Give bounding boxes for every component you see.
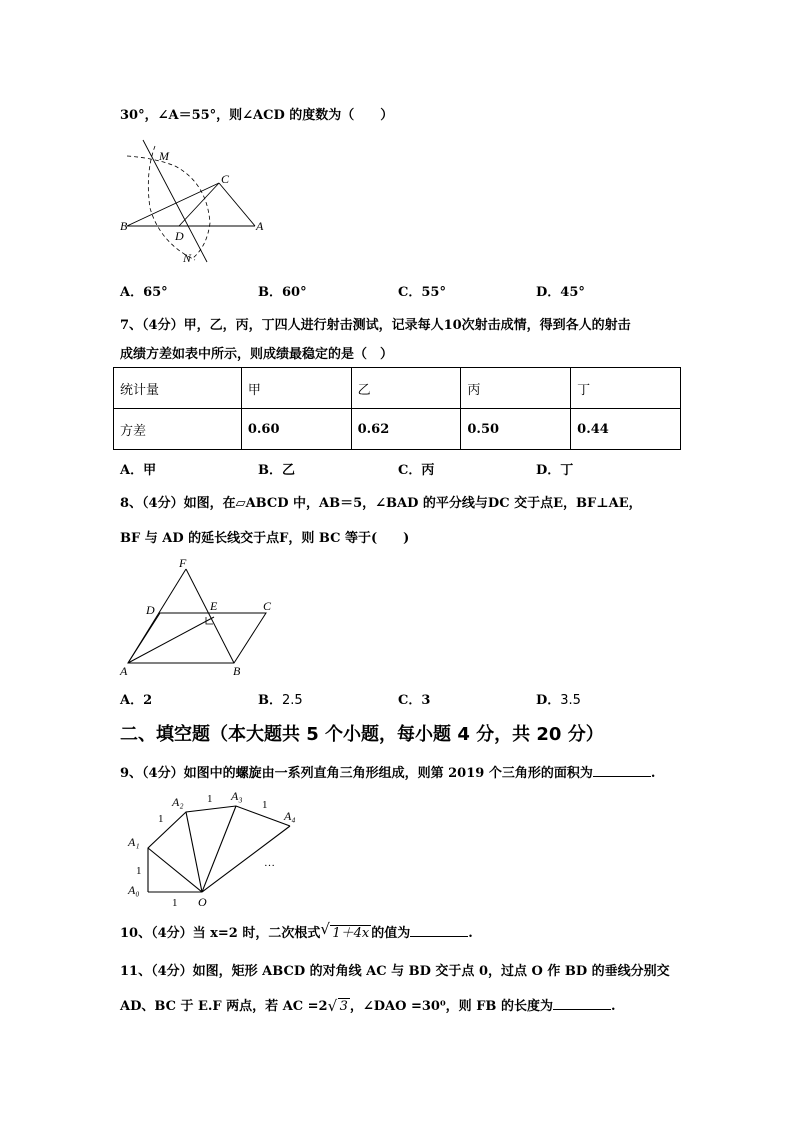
table-cell: 0.60 xyxy=(241,409,351,450)
label-a3: A₃ xyxy=(231,789,243,803)
label-a1: A₁ xyxy=(128,835,140,849)
label-b: B xyxy=(233,664,241,678)
q8-option-a: A．2 xyxy=(120,693,153,708)
ellipsis: … xyxy=(264,857,275,869)
label-side: 1 xyxy=(158,813,164,825)
q7-option-c: C．丙 xyxy=(398,463,435,478)
sqrt-expression xyxy=(320,922,371,941)
q9-stem-text: 9、（4分）如图中的螺旋由一系列直角三角形组成，则第 2019 个三角形的面积为 xyxy=(120,766,593,781)
label-b: B xyxy=(120,219,128,233)
label-c: C xyxy=(221,172,230,186)
q8-option-d: D．3.5 xyxy=(536,693,581,708)
q7-option-b: B．乙 xyxy=(258,463,295,478)
q10-stem xyxy=(120,922,473,941)
sqrt-expression xyxy=(328,999,350,1014)
q6-option-d: D．45° xyxy=(536,285,585,300)
label-c: C xyxy=(263,599,272,613)
radicand: 1＋4x xyxy=(332,926,370,941)
q9-stem xyxy=(120,762,655,781)
q6-option-c: C．55° xyxy=(398,285,446,300)
radical-sign: √ xyxy=(327,997,338,1015)
label-f: F xyxy=(179,556,187,570)
q10-prefix: 10、（4分）当 x=2 时，二次根式 xyxy=(120,926,321,941)
q8-stem-line2: BF 与 AD 的延长线交于点F，则 BC 等于( ) xyxy=(120,531,410,546)
label-a: A xyxy=(120,664,128,678)
label-side: 1 xyxy=(136,865,142,877)
answer-blank xyxy=(593,764,651,777)
q6-option-b: B．60° xyxy=(258,285,307,300)
table-cell: 乙 xyxy=(351,368,461,409)
table-row xyxy=(114,409,681,450)
q11-stem-line2 xyxy=(120,995,615,1014)
section-heading: 二、填空题（本大题共 5 个小题，每小题 4 分，共 20 分） xyxy=(120,724,604,745)
label-e: E xyxy=(210,599,218,613)
q7-stem-line2: 成绩方差如表中所示，则成绩最稳定的是（ ） xyxy=(120,347,394,362)
label-d: D xyxy=(175,229,184,243)
table-cell: 方差 xyxy=(114,409,242,450)
table-cell: 丁 xyxy=(571,368,681,409)
table-cell: 0.50 xyxy=(461,409,571,450)
table-cell: 丙 xyxy=(461,368,571,409)
label-a2: A₂ xyxy=(172,795,184,809)
label-o: O xyxy=(198,895,207,909)
table-cell: 甲 xyxy=(241,368,351,409)
table-cell: 0.44 xyxy=(571,409,681,450)
label-m: M xyxy=(159,149,169,163)
label-a4: A₄ xyxy=(284,809,296,823)
label-a0: A₀ xyxy=(128,883,140,897)
q11-stem-line1: 11、（4分）如图，矩形 ABCD 的对角线 AC 与 BD 交于点 0，过点 O 作 BD 的垂线分别交 xyxy=(120,964,670,979)
q8-stem-line1: 8、（4分）如图，在▱ABCD 中，AB＝5，∠BAD 的平分线与DC 交于点E，BF⊥AE， xyxy=(120,496,642,511)
variance-table xyxy=(113,367,681,450)
q11-tail: . xyxy=(610,999,616,1014)
q7-option-d: D．丁 xyxy=(536,463,574,478)
q11-line2-prefix: AD、BC 于 E.F 两点，若 AC =2 xyxy=(120,999,328,1014)
label-n: N xyxy=(183,251,192,265)
q6-stem: 30°，∠A＝55°，则∠ACD 的度数为（ ） xyxy=(120,108,394,123)
label-side: 1 xyxy=(207,793,213,805)
q7-stem-line1: 7、（4分）甲，乙，丙，丁四人进行射击测试，记录每人10次射击成情，得到各人的射击 xyxy=(120,318,631,333)
answer-blank xyxy=(553,997,611,1010)
table-cell: 统计量 xyxy=(114,368,242,409)
radicand: 3 xyxy=(339,999,348,1014)
q8-option-b: B．2.5 xyxy=(258,693,303,708)
q11-line2-mid: ，∠DAO =30⁰，则 FB 的长度为 xyxy=(349,999,553,1014)
q10-suffix: 的值为 xyxy=(371,926,411,941)
q6-figure xyxy=(115,138,275,268)
answer-blank xyxy=(410,924,468,937)
q8-option-c: C．3 xyxy=(398,693,431,708)
q9-spiral-figure xyxy=(122,788,312,910)
q7-option-a: A．甲 xyxy=(120,463,157,478)
table-cell: 0.62 xyxy=(351,409,461,450)
label-side: 1 xyxy=(262,799,268,811)
label-d: D xyxy=(146,603,155,617)
q9-tail: . xyxy=(650,766,656,781)
radical-sign: √ xyxy=(320,920,330,938)
label-side: 1 xyxy=(172,897,178,909)
table-header-row xyxy=(114,368,681,409)
q6-option-a: A．65° xyxy=(120,285,168,300)
label-a: A xyxy=(256,219,264,233)
q10-tail: . xyxy=(468,926,473,941)
q8-figure xyxy=(118,555,288,680)
